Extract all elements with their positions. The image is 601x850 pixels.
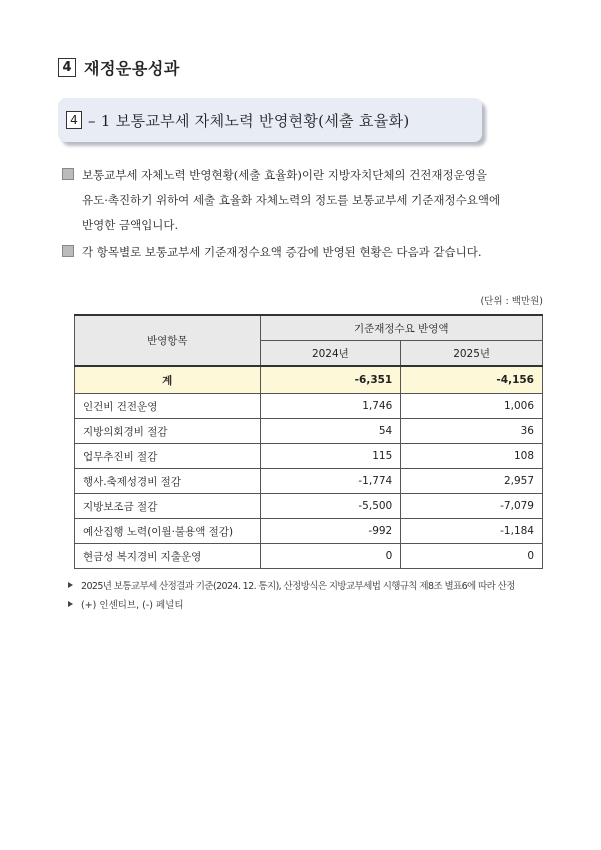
table-row [75, 394, 543, 419]
row-2025: 2,957 [401, 469, 543, 494]
row-label: 지방의회경비 절감 [75, 419, 261, 444]
table-row [75, 494, 543, 519]
row-label: 지방보조금 절감 [75, 494, 261, 519]
header-group: 기준재정수요 반영액 [260, 315, 542, 341]
row-2024: 115 [260, 444, 401, 469]
paragraph-intro [62, 240, 547, 265]
footnote [68, 597, 184, 611]
square-bullet-icon [62, 245, 74, 257]
subsection-number: 4 [66, 111, 82, 129]
total-2025: -4,156 [401, 366, 543, 394]
row-label: 인건비 건전운영 [75, 394, 261, 419]
header-year-2025: 2025년 [401, 341, 543, 367]
footnote [68, 578, 515, 592]
row-label: 예산집행 노력(이월·불용액 절감) [75, 519, 261, 544]
row-2025: 1,006 [401, 394, 543, 419]
total-2024: -6,351 [260, 366, 401, 394]
efficiency-table [74, 314, 543, 569]
row-2025: -7,079 [401, 494, 543, 519]
unit-label: (단위 : 백만원) [480, 296, 543, 307]
paragraph-line: 각 항목별로 보통교부세 기준재정수요액 증감에 반영된 현황은 다음과 같습니다. [82, 245, 482, 259]
table-row [75, 544, 543, 569]
row-2025: -1,184 [401, 519, 543, 544]
header-year-2024: 2024년 [260, 341, 401, 367]
row-2024: -1,774 [260, 469, 401, 494]
row-2025: 36 [401, 419, 543, 444]
row-label: 업무추진비 절감 [75, 444, 261, 469]
paragraph-definition [62, 163, 547, 238]
paragraph-line: 보통교부세 자체노력 반영현황(세출 효율화)이란 지방자치단체의 건전재정운영을 [82, 168, 487, 182]
section-title: 재정운용성과 [84, 59, 180, 78]
table-row [75, 469, 543, 494]
square-bullet-icon [62, 168, 74, 180]
row-2025: 0 [401, 544, 543, 569]
footnote-text: (+) 인센티브, (-) 페널티 [81, 600, 184, 611]
subsection-heading [58, 98, 482, 142]
section-number: 4 [58, 58, 76, 77]
triangle-bullet-icon [68, 582, 73, 588]
paragraph-line: 유도·촉진하기 위하여 세출 효율화 자체노력의 정도를 보통교부세 기준재정수요액에 [82, 193, 501, 207]
header-item: 반영항목 [75, 315, 261, 366]
section-heading [58, 56, 180, 79]
total-label: 계 [75, 366, 261, 394]
row-2024: 54 [260, 419, 401, 444]
row-label: 행사.축제성경비 절감 [75, 469, 261, 494]
footnote-text: 2025년 보통교부세 산정결과 기준(2024. 12. 통지), 산정방식은 지방교부세법 시행규칙 제8조 별표6에 따라 산정 [81, 581, 515, 592]
table-row [75, 519, 543, 544]
table-row [75, 444, 543, 469]
row-2025: 108 [401, 444, 543, 469]
triangle-bullet-icon [68, 601, 73, 607]
paragraph-line: 반영한 금액입니다. [82, 218, 179, 232]
row-label: 현금성 복지경비 지출운영 [75, 544, 261, 569]
row-2024: -5,500 [260, 494, 401, 519]
row-2024: 1,746 [260, 394, 401, 419]
row-2024: 0 [260, 544, 401, 569]
row-2024: -992 [260, 519, 401, 544]
table-row [75, 419, 543, 444]
table-row-total [75, 366, 543, 394]
subsection-title: – 1 보통교부세 자체노력 반영현황(세출 효율화) [88, 111, 410, 130]
